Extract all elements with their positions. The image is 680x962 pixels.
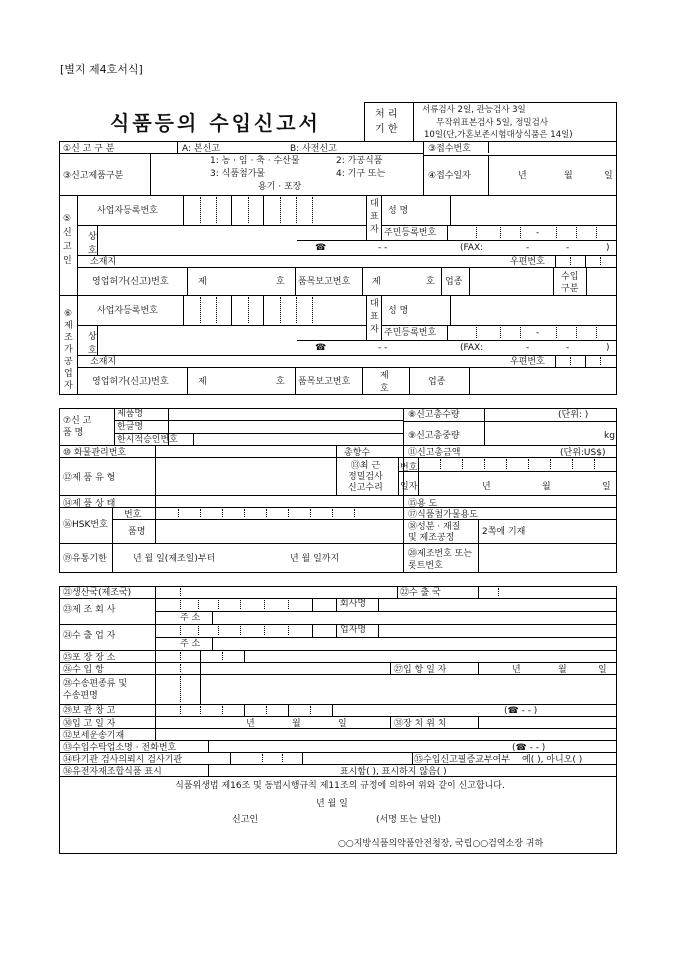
gmo-display[interactable]: 표시함( ), 표시하지 않음( ): [340, 767, 447, 777]
class-4: 4: 기구 또는: [336, 169, 386, 179]
loading-label: ㉛장 치 위 치: [394, 719, 447, 729]
category-label: ①신 고 구 분: [63, 144, 115, 154]
processing-line2: 무작위표본검사 5일, 정밀검사: [436, 118, 549, 128]
manufacturer-trade-name: 상 호: [88, 332, 97, 356]
applicant-ho: 호: [276, 277, 285, 287]
declaration-date[interactable]: 년 월 일: [316, 799, 348, 809]
additive-use-label: ⑰식품첨가물용도: [408, 510, 478, 520]
bonded-carrier-label: ㉜보세운송기재: [63, 731, 125, 741]
manufacturer-fax-dash2: -: [566, 343, 570, 353]
warehousing-day: 일: [338, 719, 347, 729]
class-3: 3: 식품첨가물: [210, 169, 266, 179]
pkg-count-label: 총항수: [344, 448, 371, 458]
category-b: B: 사전신고: [290, 144, 337, 154]
applicant-ho2: 호: [426, 277, 435, 287]
manufacturer-je-ho: 제 호: [380, 371, 389, 394]
applicant-license: 영업허가(신고)번호: [92, 277, 169, 287]
agent-phone: (☎ - - ): [512, 743, 546, 753]
manufacturer-fax-dash1: -: [526, 343, 530, 353]
manufacturer-biz-reg: 사업자등록번호: [97, 306, 158, 316]
agent-label: ㉝수입수탁업소명 · 전화번호: [63, 743, 177, 753]
processing-line1: 서류검사 2일, 관능검사 3일: [422, 105, 526, 115]
declaration-addressee: ○○지방식품의약품안전청장, 국립○○검역소장 귀하: [338, 839, 544, 849]
applicant-fax-close: ): [606, 243, 610, 253]
ingredients-note: 2쪽에 기재: [482, 527, 526, 537]
origin-label: ㉑생산국(제조국): [63, 588, 132, 598]
warehousing-year: 년: [246, 719, 255, 729]
declaration-applicant: 신고인: [232, 815, 259, 825]
total-weight-label: ⑨신고총중량: [408, 431, 460, 441]
product-name-label: 제품명: [117, 409, 144, 419]
manufacturer-fax-close: ): [606, 343, 610, 353]
declaration-statement: 식품위생법 제16조 및 동법시행규칙 제11조의 규정에 의하여 위와 같이 신고합니다.: [175, 781, 505, 791]
applicant-je: 제: [198, 277, 207, 287]
product-type-label: ⑫제 품 유 형: [63, 473, 116, 483]
prior-day: 일: [602, 482, 611, 492]
receipt-month: 월: [564, 171, 573, 181]
processing-line3: 10일(단,가혼보존시험대상식품은 14일): [424, 130, 573, 140]
manufacturer-business-type: 업종: [428, 377, 446, 387]
manufacturer-fax: (FAX:: [460, 343, 484, 353]
total-amount-label: ⑪신고총금액: [408, 448, 461, 458]
arrival-day: 일: [598, 665, 607, 675]
applicant-biz-reg: 사업자등록번호: [97, 206, 158, 216]
manufacturer-address: 소재지: [90, 357, 117, 367]
class-1: 1: 농 · 임 · 축 · 수산물: [210, 156, 300, 166]
product-state-label: ⑭제 품 상 태: [63, 499, 116, 509]
category-a: A: 본신고: [182, 144, 220, 154]
prior-number-label: 번호: [400, 463, 418, 473]
manufacturer-postal: 우편번호: [510, 357, 545, 367]
receipt-date: ④접수일자: [428, 171, 471, 181]
manufacturer-resident-dash: -: [536, 328, 540, 338]
manufacturer-address-label: 주 소: [180, 613, 201, 623]
exporter-label: ㉔수 출 업 자: [63, 631, 116, 641]
transport-label: ㉘수송편종류 및 수송편명: [63, 679, 128, 701]
bonded-label: ㉙보 관 창 고: [63, 706, 116, 716]
receipt-no: ③접수번호: [428, 144, 471, 154]
applicant-rep: 대 표 자: [370, 199, 379, 235]
ingredients-label: ⑱성분 · 재질 및 제조공정: [408, 522, 461, 543]
arrival-year: 년: [512, 665, 521, 675]
receipt-day: 일: [604, 171, 613, 181]
approval-no-label: 한시적승인번호: [117, 435, 178, 445]
applicant-phone-dashes: - -: [378, 243, 388, 253]
product-class-label: ③신고제품구분: [63, 171, 124, 181]
exporter-address-label: 주 소: [180, 639, 201, 649]
manufacturer-section-label: ⑥ 제 조 가 공 업 자: [64, 309, 73, 391]
manufacturer-rep: 대 표 자: [370, 299, 379, 335]
form-number: [별지 제4호서식]: [60, 63, 143, 76]
class-4b: 용기 · 포장: [258, 182, 302, 192]
form-title: 식품등의 수입신고서: [110, 111, 321, 135]
applicant-fax-dash2: -: [566, 243, 570, 253]
total-amount-unit: (단위:US$): [560, 448, 606, 458]
cargo-no-label: ⑩ 화물관리번호: [63, 448, 127, 458]
prior-month: 월: [542, 482, 551, 492]
processing-label-box: [364, 102, 414, 142]
declaration-signature[interactable]: (서명 또는 날인): [376, 815, 441, 825]
import-port-label: ㉖수 입 항: [63, 665, 104, 675]
warehousing-month: 월: [292, 719, 301, 729]
total-weight-unit: kg: [604, 431, 615, 441]
bonded-phone: (☎ - - ): [504, 706, 538, 716]
lot-no-label: ⑳제조번호 또는 롯트번호: [408, 549, 473, 571]
applicant-postal: 우편번호: [510, 257, 545, 267]
processing-label-2: 기 한: [375, 124, 398, 135]
applicant-import-class: 수입 구분: [561, 272, 579, 294]
applicant-je2: 제: [372, 277, 381, 287]
prior-date-label: 일자: [400, 482, 418, 492]
applicant-section-label: ⑤ 신 고 인: [63, 214, 72, 266]
manufacturer-item-report: 품목보고번호: [298, 377, 351, 387]
applicant-phone-icon: ☎: [315, 243, 327, 253]
applicant-business-type: 업종: [445, 277, 463, 287]
exporter-name-label: 업자명: [340, 625, 367, 635]
export-country-label: ㉒수 출 국: [400, 588, 441, 598]
applicant-trade-name: 상 호: [88, 232, 97, 256]
use-label: ⑮용 도: [408, 499, 438, 509]
applicant-fax-dash1: -: [526, 243, 530, 253]
hsk-no-label: 번호: [124, 510, 142, 520]
hsk-label: ⑯HSK번호: [63, 520, 108, 530]
arrival-date-label: ㉗입 항 일 자: [394, 665, 447, 675]
item-name-label: 품명: [128, 527, 146, 537]
prior-year: 년: [482, 482, 491, 492]
class-2: 2: 가공식품: [336, 156, 383, 166]
korean-name-label: 한글명: [117, 422, 144, 432]
shelf-from: 년 월 일(제조일)부터: [133, 554, 216, 564]
report-item-label: ⑦신 고 품 명: [63, 416, 92, 438]
other-inspect-label: ㉞타기관 검사의뢰시 검사기관: [63, 755, 183, 765]
manufacturer-resident-no: 주민등록번호: [384, 328, 437, 338]
applicant-fax: (FAX:: [460, 243, 484, 253]
manufacturer-phone-dashes: - -: [378, 343, 388, 353]
shelf-life-label: ⑲유통기한: [63, 554, 107, 564]
applicant-item-report: 품목보고번호: [298, 277, 351, 287]
processing-label-1: 처 리: [375, 109, 398, 120]
applicant-resident-no: 주민등록번호: [384, 228, 437, 238]
arrival-month: 월: [558, 665, 567, 675]
manufacturer-je: 제: [198, 377, 207, 387]
manufacturer-ho: 호: [276, 377, 285, 387]
total-qty-unit: (단위: ): [558, 410, 589, 420]
company-name-label: 회사명: [340, 599, 367, 609]
total-qty-label: ⑧신고총수량: [408, 410, 460, 420]
manufacturer-license: 영업허가(신고)번호: [92, 377, 169, 387]
applicant-address: 소재지: [90, 257, 117, 267]
receipt-year: 년: [518, 171, 527, 181]
certificate-choice[interactable]: 예( ), 아니오( ): [522, 755, 583, 765]
certificate-label: ㉟수입신고필증교부여부: [414, 755, 510, 765]
manufacturer-name: 성 명: [388, 306, 409, 316]
applicant-resident-dash: -: [536, 228, 540, 238]
packaging-label: ㉕포 장 장 소: [63, 653, 116, 663]
manufacturer-co-label: ㉓제 조 회 사: [63, 605, 116, 615]
applicant-name: 성 명: [388, 206, 409, 216]
warehousing-label: ㉚입 고 일 자: [63, 719, 116, 729]
prior-inspection-label: ⑬최 근 정밀검사 신고수리: [348, 461, 383, 493]
manufacturer-phone-icon: ☎: [315, 343, 327, 353]
gmo-label: ㊱유전자재조합식품 표시: [63, 767, 162, 777]
shelf-to: 년 월 일까지: [290, 554, 340, 564]
